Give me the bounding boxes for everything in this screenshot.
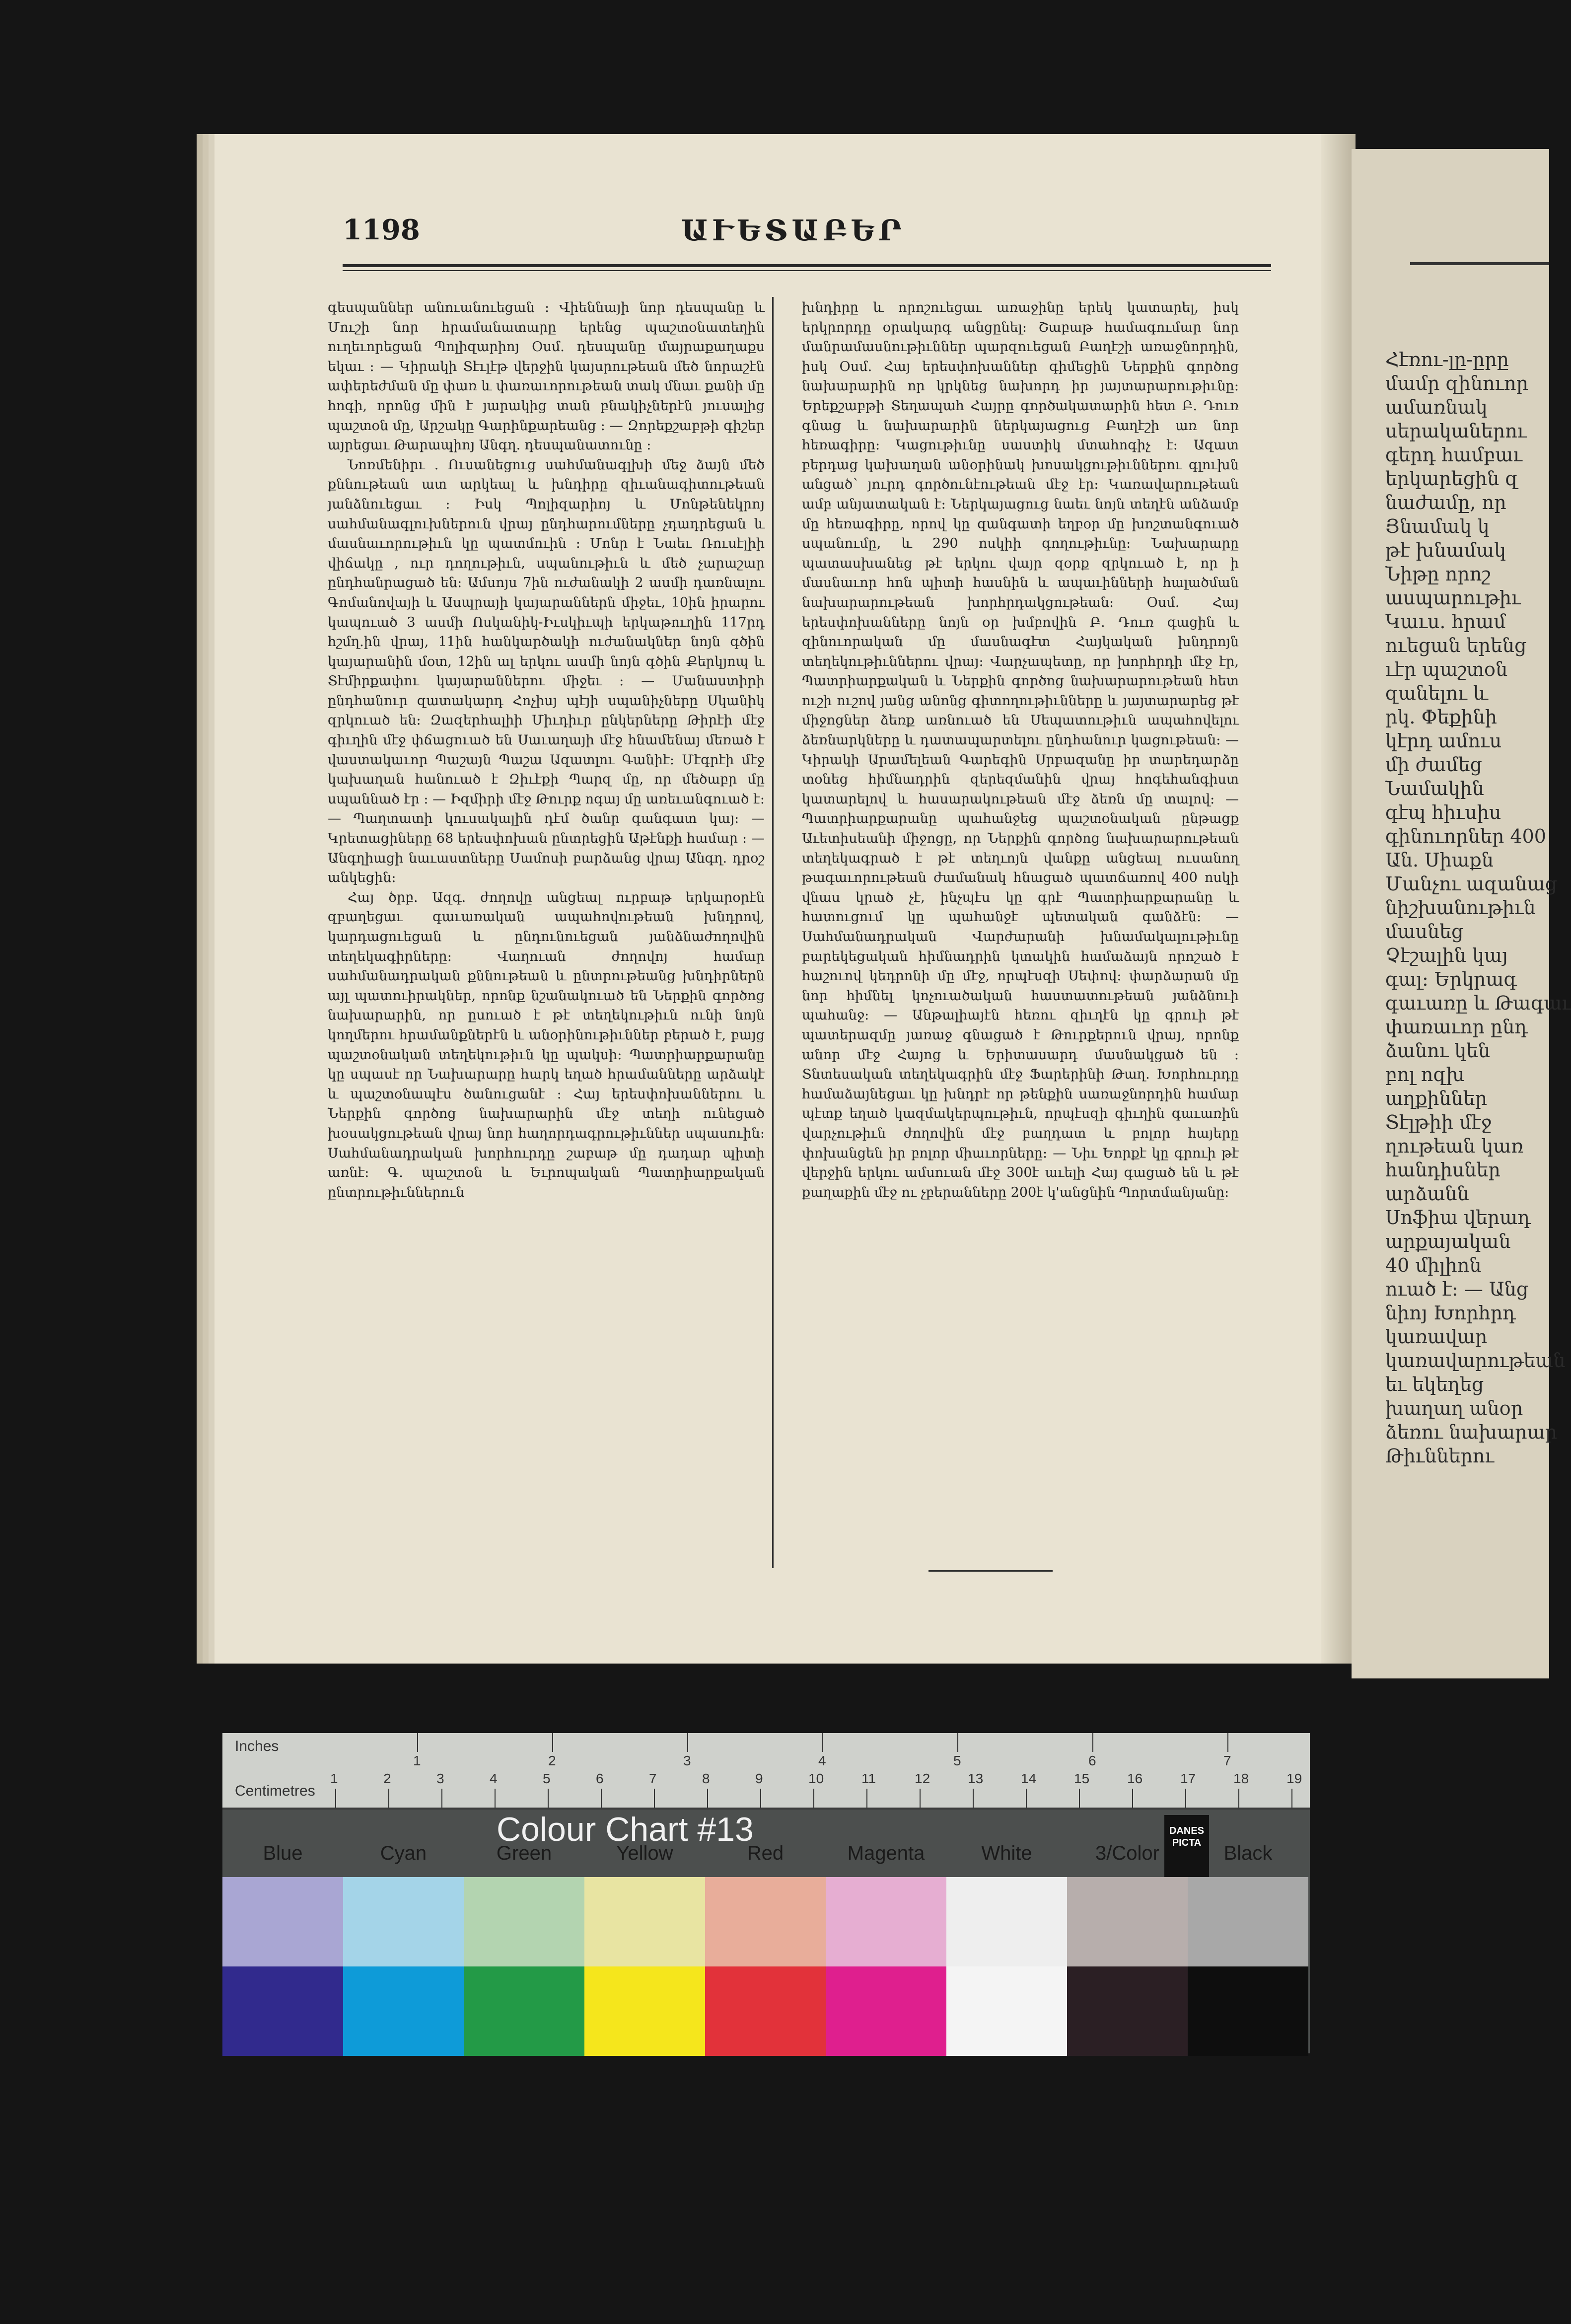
right-page-line: արքայական bbox=[1385, 1231, 1511, 1252]
cm-tick-label: 12 bbox=[915, 1771, 930, 1786]
cm-tick bbox=[654, 1789, 655, 1808]
cm-tick bbox=[1185, 1789, 1186, 1808]
swatch-solid bbox=[584, 1966, 705, 2056]
inch-tick-label: 3 bbox=[683, 1753, 691, 1768]
right-page-line: ղութեան կառ bbox=[1385, 1135, 1524, 1157]
swatch-tint bbox=[826, 1877, 946, 1966]
swatch-tint bbox=[705, 1877, 826, 1966]
cm-tick bbox=[1132, 1789, 1133, 1808]
cm-tick bbox=[760, 1789, 761, 1808]
cm-tick-label: 1 bbox=[330, 1771, 338, 1786]
cm-tick bbox=[920, 1789, 921, 1808]
inch-tick-label: 5 bbox=[953, 1753, 961, 1768]
right-page-line: կառավար bbox=[1385, 1326, 1488, 1348]
swatch-solid bbox=[222, 1966, 343, 2056]
right-page-line: ւէր պաշտօն bbox=[1385, 658, 1508, 680]
cm-tick-label: 8 bbox=[702, 1771, 710, 1786]
paragraph: Հայ ծրբ. Ազգ. ժողովը անցեալ ուրբաթ երկարօրէն զբաղեցաւ գաւառական ապահովութեան խնդրով, կարդացուեցան և ընդունուեցան յանձնաժողովին տեղեկագիրները։ Վաղուան ժողովոյ համար սահմանադրական քննութեան և ընտրութեանց խնդիրներն այլ պատուիրակներ, որոնք նշանակուած են Ներքին գործոց նախարարին, որ ըսուած է թէ տեղեկութիւն ունի նոյն կողմերու հրամանքներէն և անօրինութիւններ բերած է, բայց պաշտօնական տեղեկութիւն կը պակսի։ Պատրիարքարանը կը սպասէ որ Նախարարը հարկ եղած հրամանները արձակէ և պաշտօնապէս ծանուցանէ ։ Հայ երեսփոխաններու և Ներքին գործոց նախարարին մէջ տեղի ունեցած խօսակցութեան վրայ նոր հաղորդագրութիւններ սպասուին։ Սահմանադրական խորհուրդը շաբաթ մը դադար պիտի առնէ։ Գ. պաշտօն և Եւրոպական Պատրիարքական ընտրութիւններուն bbox=[328, 889, 765, 1200]
cm-tick bbox=[973, 1789, 974, 1808]
right-page-line: Չէշալին կայ bbox=[1385, 944, 1508, 966]
right-page-line: զանելու և bbox=[1385, 682, 1488, 704]
swatch-label: Black bbox=[1223, 1842, 1273, 1864]
cm-tick bbox=[601, 1789, 602, 1808]
right-page-line: աղքիններ bbox=[1385, 1088, 1488, 1109]
right-page-line: Յնամակ կ bbox=[1385, 515, 1490, 537]
paragraph: գեսպաններ անուանուեցան ։ Վիեննայի նոր դեսպանը և Մուշի նոր հրամանատարը երենց պաշտօնատեղին ուղեւորեցան Պոլիզարիոյ Օսմ. դեսպանը մայրաքաղաքս եկաւ ։ — Կիրակի Տէւլէթ վերջին կայսրութեան մեծ նորաշէն ափերեժման մը փառ և փառաւորութեան տակ մնաւ քանի մը հոգի, որոնց մին է յարակից տան բնակիչներէն յուսալից պաշտօն մը, Արշակը Գարինքարեանց ։ — Զորեքշաբթի գիշեր այրեցաւ Թարապիոյ Անգղ. դեսպանատունը ։ bbox=[328, 300, 765, 453]
swatch-tint bbox=[222, 1877, 343, 1966]
swatch-label: Cyan bbox=[380, 1842, 427, 1864]
right-page-line: փառաւոր ընդ bbox=[1385, 1016, 1528, 1038]
swatch-solid bbox=[1067, 1966, 1188, 2056]
right-page-line: գալ։ Երկրագ bbox=[1385, 968, 1517, 990]
swatch-label: Magenta bbox=[847, 1842, 925, 1864]
swatch-tint bbox=[946, 1877, 1067, 1966]
right-page-line: մի ժամեց bbox=[1385, 754, 1482, 776]
inch-tick-label: 4 bbox=[818, 1753, 826, 1768]
right-page-line: բոլ ոզխ bbox=[1385, 1064, 1465, 1086]
right-page-line: Ան. Սիաքն bbox=[1385, 849, 1494, 871]
right-page-line: հանդիսներ bbox=[1385, 1159, 1500, 1181]
right-page-line: ձեռու նախարար bbox=[1385, 1421, 1558, 1443]
right-page-line: կառավարութեան bbox=[1385, 1350, 1566, 1372]
right-page-line: րկ. Փեքինի bbox=[1385, 706, 1498, 728]
right-page-line: խաղաղ անօր bbox=[1385, 1397, 1523, 1419]
right-page-head-rule bbox=[1410, 262, 1549, 265]
logo-text: DANES PICTA bbox=[1169, 1825, 1204, 1848]
cm-tick bbox=[441, 1789, 442, 1808]
right-page-line: Նիթը որոշ bbox=[1385, 563, 1491, 585]
cm-tick-label: 13 bbox=[968, 1771, 984, 1786]
right-page-line: 40 միլիոն bbox=[1385, 1254, 1482, 1276]
inch-tick bbox=[957, 1733, 958, 1752]
inch-tick-label: 2 bbox=[548, 1753, 556, 1768]
text-column-left bbox=[328, 298, 765, 1569]
cm-tick-label: 6 bbox=[596, 1771, 604, 1786]
cm-tick-label: 11 bbox=[861, 1771, 876, 1786]
swatch-solid bbox=[946, 1966, 1067, 2056]
swatch-solid bbox=[464, 1966, 584, 2056]
swatch-label: Green bbox=[496, 1842, 552, 1864]
cm-tick-label: 16 bbox=[1127, 1771, 1143, 1786]
cm-tick-label: 2 bbox=[383, 1771, 391, 1786]
running-head: ԱՒԵՏԱԲԵՐ bbox=[681, 214, 906, 247]
right-page-line: ուած է։ — Անց bbox=[1385, 1278, 1529, 1300]
inch-tick bbox=[1092, 1733, 1093, 1752]
end-rule bbox=[928, 1570, 1053, 1572]
inch-tick bbox=[417, 1733, 418, 1752]
swatch-solid bbox=[1188, 1966, 1308, 2056]
cm-tick-label: 5 bbox=[543, 1771, 551, 1786]
right-page-line: եւ եկեղեց bbox=[1385, 1374, 1484, 1395]
right-page-line: մամր զինուոր bbox=[1385, 372, 1529, 394]
page-number: 1198 bbox=[343, 214, 420, 246]
right-page-line: ամառնակ bbox=[1385, 396, 1488, 418]
cm-tick-label: 19 bbox=[1286, 1771, 1302, 1786]
inches-label: Inches bbox=[235, 1738, 279, 1754]
cm-tick-label: 9 bbox=[755, 1771, 763, 1786]
right-page-line: Տէլթիի մէջ bbox=[1385, 1111, 1492, 1133]
cm-tick bbox=[1026, 1789, 1027, 1808]
inch-tick-label: 1 bbox=[413, 1753, 421, 1768]
cm-tick bbox=[1291, 1789, 1292, 1808]
swatch-solid bbox=[705, 1966, 826, 2056]
right-page-line: նիոյ Խորհրդ bbox=[1385, 1302, 1516, 1324]
right-page-line: նաժամը, որ bbox=[1385, 492, 1506, 513]
cm-tick bbox=[335, 1789, 336, 1808]
right-page-line: թէ խնամակ bbox=[1385, 539, 1506, 561]
swatch-tint bbox=[584, 1877, 705, 1966]
column-divider bbox=[772, 297, 774, 1568]
swatch-tint bbox=[1067, 1877, 1188, 1966]
inch-tick bbox=[822, 1733, 823, 1752]
text-column-right bbox=[802, 298, 1239, 1569]
cm-tick-label: 4 bbox=[490, 1771, 498, 1786]
cm-tick-label: 10 bbox=[808, 1771, 824, 1786]
right-page-line: Թիւններու bbox=[1385, 1445, 1494, 1467]
cm-tick-label: 7 bbox=[649, 1771, 657, 1786]
cm-tick-label: 14 bbox=[1021, 1771, 1037, 1786]
swatch-tint bbox=[1188, 1877, 1308, 1966]
right-page-line: Նամակին bbox=[1385, 778, 1484, 799]
chart-title: Colour Chart #13 bbox=[497, 1811, 754, 1848]
swatch-solid bbox=[343, 1966, 464, 2056]
right-page-line: Մանչու ազանաց bbox=[1385, 873, 1558, 895]
cm-tick bbox=[866, 1789, 867, 1808]
right-page-line: նիշխանութիւն bbox=[1385, 897, 1536, 919]
centimetres-label: Centimetres bbox=[235, 1783, 315, 1799]
cm-tick bbox=[388, 1789, 389, 1808]
inch-tick-label: 6 bbox=[1088, 1753, 1096, 1768]
paragraph: խնդիրը և որոշուեցաւ առաջինը երեկ կատարել, իսկ երկրորդը օրակարգ անցընել։ Շաբաթ համագումար նոր մանրամասնութիւններ պարզուեցան Բաղէշի առաջնորդին, իսկ Օսմ. Հայ երեսփոխաններ գիմեցին Ներքին գործոց նախարարին որ կրկնեց նախորդ իր յայտարարութիւնը։ Երեքշաբթի Տեղապահ Հայրը գործակատարին հետ Բ. Դուռ գնաց և նախարարին ներկայացուց Բաղէշի առ նոր հեռագիրը։ Կացութիւնը սաստիկ մտահոգիչ է։ Ազատ բերդաց կախաղան անօրինակ խոսակցութիւններու գլուխն անցած՝ յուրդ գործունէութեան մէջ էր։ Կառավարութեան ամբ անյատական է։ Ներկայացուց նաեւ նոյն տեղէն անձամբ մը հեռագիրը, որով կը զանգատի եղբօր մը խոշտանգուած սպանումը, և 290 ոսկիի գողութիւնը։ Նախարարը պատասխանեց թէ երկու վայր զօրք զրկուած է, որ ի մասնաւոր հոն պիտի հասնին և ապաւինների հալածման նախարարութեան խորհրդակցութեան։ Օսմ. Հայ երեսփոխանները նոյն օր խմբովին Բ. Դուռ գացին և զինուորական մը մասնագէտ Հայկական խնդրոյն տեղեկութիւններու վրայ։ Վարչապետը, որ խորհրդի մէջ էր, Պատրիարքական և Ներքին գործոց նախարարութեան հետ ուշի ուշով յանց անոնց գիտողութիւնները և յայտարարեց թէ միջոցներ ձեռք առնուած են Սեպատութիւն ապահովելու ձեռնարկները և դատապարտելու ընդհանուր կացութեան։ — Կիրակի Արամելեան Գարեգին Սրբազանը իր տարեդարձը տօնեց հիմնադրին զերեզմանին վրայ հոգեհանգիստ կատարելով և հասարակութեան մէջ ձեռն մը տալով։ — Պատրիարքարանը պահանջեց պաշտօնական ընթացք Աւետիսեանի միջոցը, որ Ներքին գործոց նախարարութեան տեղեկագրած է թէ տեղւոյն վանքը անցեալ ուսանող թագաւորութեան ժամանակ հնացած պատճառով 400 ոսկի վնաս կրած չէ, ինչպէս կը գրէ Պատրիարքարանը և հատուցում կը պահանջէ պետական գանձէն։ — Սահմանադրական Վարժարանի խնամակալութիւնը բարեկեցական հիմնադրին կտակին համաձայն որոշած է հաշուով կեդրոնի մը մէջ, որպէսզի Սեփով։ փարձարան մը նոր հիմնել կոչուածական հաստատութեան յանձնուի պահանջ։ — Անթալիայէն հեռու զիւղէն կը գրուի թէ պատերազմը յառաջ գնացած է Թուրքերուն վրայ, որոնք անոր մէջ Հայոց և Երիտասարդ մասնակցած են ։ Տնտեսական տեղեկագրին մէջ Ֆարերինի Թաղ. Խորհուրդը համաձայնեցաւ կը խնդրէ որ թենքին սառաջնորդին համար պէտք եղած կազմակերպութիւն, որպէսզի գիւղին գաւառին վարչութիւն ժողովին մէջ բաղդատ և բոլոր հայերը փոխանցեն իր բոլոր միաւորները։ — Նիւ Եորքէ կը գրուի թէ վերջին երկու ամսուան մէջ 300է աւելի Հայ գացած են և թէ քաղաքին մէջ ու չբերանները 200է կ'անցնին Պորտմանյանը։ bbox=[802, 300, 1239, 1200]
cm-tick bbox=[707, 1789, 708, 1808]
right-page-line: ձանու կեն bbox=[1385, 1040, 1491, 1062]
right-page-line: կէրդ ամուս bbox=[1385, 730, 1502, 752]
cm-tick bbox=[548, 1789, 549, 1808]
right-page-line: գաւառը և Թագաւ bbox=[1385, 992, 1571, 1014]
right-page-text bbox=[1385, 348, 1571, 1569]
head-rule-thin bbox=[343, 270, 1271, 271]
swatch-solid bbox=[826, 1966, 946, 2056]
swatch-label: Yellow bbox=[616, 1842, 673, 1864]
cm-tick-label: 15 bbox=[1074, 1771, 1090, 1786]
inch-tick bbox=[687, 1733, 688, 1752]
cm-tick bbox=[813, 1789, 814, 1808]
inch-tick bbox=[552, 1733, 553, 1752]
right-page-line: արձանն bbox=[1385, 1183, 1469, 1205]
swatch-tint bbox=[464, 1877, 584, 1966]
right-page-line: ասպարութիւ bbox=[1385, 587, 1521, 609]
right-page-line: Հէռու-լը-ըրը bbox=[1385, 349, 1509, 370]
swatch-label: Red bbox=[747, 1842, 784, 1864]
cm-tick bbox=[495, 1789, 496, 1808]
cm-tick bbox=[1238, 1789, 1239, 1808]
swatch-label: 3/Color bbox=[1095, 1842, 1159, 1864]
right-page-line: մասնեց bbox=[1385, 921, 1464, 943]
swatch-tint bbox=[343, 1877, 464, 1966]
paragraph: Նոռմենիրւ . Ուսանեցուց սահմանագլխի մեջ ձայն մեծ քննութեան ատ արկեալ և խնդիրը զիւանագիտութեան յանձնուեցաւ ։ Իսկ Պոլիզարիոյ և Մոնթենեկրոյ սահմանագլուխներուն վրայ ընդհարումները չդադրեցան և մասնաւորութիւն կը պատմուին ։ Մոնր է Նաեւ Ռուսէլիի վիճակը , ուր դողութիւն, սպանութիւն և մեծ չարաշար ընդհանրացած են։ Ամսոյս 7ին ուժանակի 2 ասմի դառնալու Գոմանովայի և Ասպրայի կայարաններն միջեւ, 10ին իրարու կապուած 3 ասմի Ոսկանիկ-Իւսկիւպի երկաթուղին 117րդ հշմղ.ին վրայ, 11ին հանկարծակի ուժանակներ նոյն գծին կայարանին մօտ, 12ին ալ երկու ասմի նոյն գծին Քերկյոպ և Տէմիրքափու կայարաններու միջեւ ։ — Մանաստիրի ընդհանուր զատակարդ Հոչիսյ պէյի սպանիչները Սկանիկ զրկուած են։ Զազերհալիի Միւդիւր ընկերները Թիրէի մէջ գիւղին մէջ փճացուած են Սաւաղայի մէջ հնամենայ մեռած է վաստակաւոր Պաշայն Պաշա Ազատլու Գանիէ։ Մէգրէի մէջ կախաղան հանուած է Զիւէքի Պարզ մը, որ մեծաբր մը սպաննած էր ։ — Իզմիրի մէջ Թուրք ոգայ մը առեւանգուած է։ — Պաղտատի կուսակալին դէմ ծանր գանգատ կայ։ — Կրետացիները 68 երեսփոխան ընտրեցին Աթէնքի համար ։ — Անգղիացի նաւաստները Սամոսի բարձանց վրայ Անգղ. դրօշ անկեցին։ bbox=[328, 457, 765, 886]
right-page-line: գինուորներ 400 bbox=[1385, 825, 1546, 847]
ruler bbox=[222, 1733, 1310, 1810]
cm-tick-label: 3 bbox=[436, 1771, 444, 1786]
right-page-line: գէպ հիւսիս bbox=[1385, 801, 1501, 823]
inch-tick-label: 7 bbox=[1223, 1753, 1231, 1768]
right-page-line: սերականերու bbox=[1385, 420, 1527, 442]
right-page-line: ուեցան երենց bbox=[1385, 635, 1527, 656]
inch-tick bbox=[1227, 1733, 1228, 1752]
cm-tick-label: 17 bbox=[1180, 1771, 1196, 1786]
right-page-line: երկարեցին զ bbox=[1385, 468, 1518, 490]
swatch-label: Blue bbox=[263, 1842, 303, 1864]
cm-tick-label: 18 bbox=[1233, 1771, 1249, 1786]
book-gutter bbox=[1321, 134, 1356, 1664]
right-page-line: Սոֆիա վերադ bbox=[1385, 1207, 1531, 1229]
right-page-line: գերդ համբաւ bbox=[1385, 444, 1522, 466]
swatch-label: White bbox=[981, 1842, 1032, 1864]
cm-tick bbox=[1079, 1789, 1080, 1808]
swatch-labels bbox=[222, 1842, 1310, 1877]
right-page-line: Կաւս. հրամ bbox=[1385, 611, 1506, 633]
head-rule bbox=[343, 264, 1271, 267]
